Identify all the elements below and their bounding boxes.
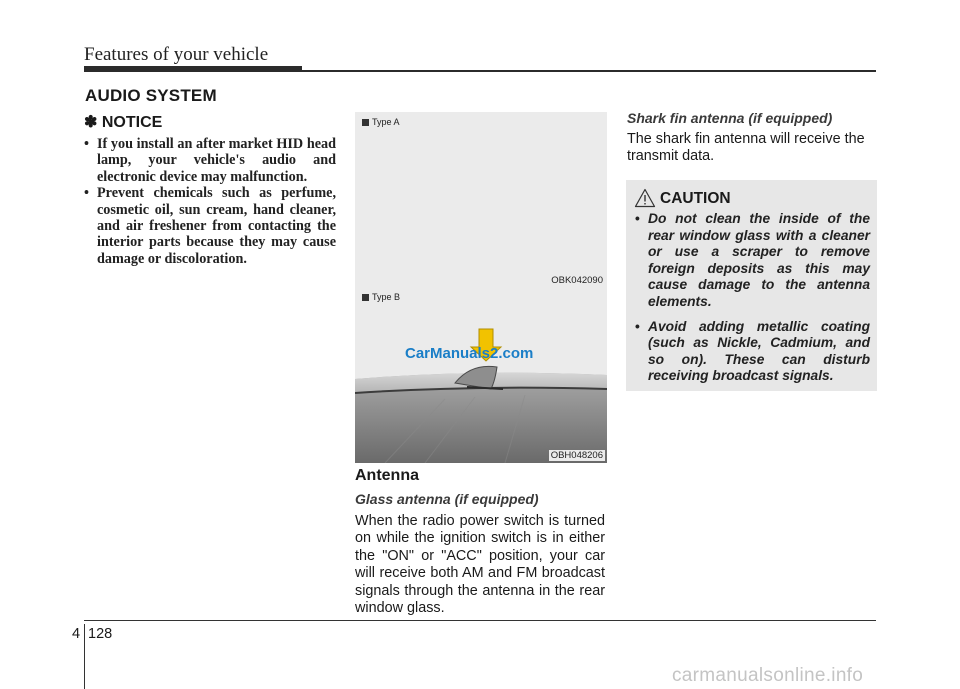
footer-divider (84, 624, 85, 689)
chapter-number: 4 (72, 626, 81, 642)
notice-symbol-icon: ✽ (84, 114, 98, 131)
notice-item: • Prevent chemicals such as perfume, cosmetic oil, sun cream, hand cleaner, and air freshener from contacting the interior parts because they may cause damage or discoloration. (84, 185, 336, 267)
caution-box (626, 180, 877, 391)
header-bar (84, 66, 302, 72)
glass-antenna-heading: Glass antenna (if equipped) (355, 491, 539, 507)
square-bullet-icon (362, 119, 369, 126)
figure-type-a-label-text: Type A (372, 117, 400, 127)
square-bullet-icon (362, 294, 369, 301)
car-roof-image (355, 287, 607, 463)
figure-type-b-label (362, 292, 400, 302)
notice-item: • If you install an after market HID head lamp, your vehicle's audio and electronic device may malfunction. (84, 136, 336, 185)
figure-type-b (355, 287, 607, 463)
antenna-heading: Antenna (355, 467, 419, 484)
shark-fin-antenna-heading: Shark fin antenna (if equipped) (627, 110, 833, 126)
caution-heading: CAUTION (660, 190, 731, 207)
page-header-title: Features of your vehicle (84, 44, 269, 65)
caution-item: • Do not clean the inside of the rear window glass with a cleaner or use a scraper to remove foreign deposits as this may cause damage to the antenna elements. (635, 211, 870, 311)
watermark-text: CarManuals2.com (405, 345, 534, 362)
page-number: 128 (88, 626, 113, 642)
shark-fin-antenna-text: The shark fin antenna will receive the transmit data. (627, 131, 865, 164)
warning-triangle-icon (634, 188, 656, 208)
notice-list (84, 136, 336, 267)
caution-item: • Avoid adding metallic coating (such as Nickle, Cadmium, and so on). These can disturb receiving broadcast signals. (635, 319, 870, 385)
figure-type-a-label (362, 117, 400, 127)
figure-type-a (355, 112, 607, 287)
footer-rule (84, 620, 876, 621)
section-title: AUDIO SYSTEM (85, 86, 217, 105)
figure-type-b-label-text: Type B (372, 292, 401, 302)
figure-type-a-code: OBK042090 (551, 275, 603, 286)
notice-heading (84, 112, 162, 132)
glass-antenna-text: When the radio power switch is turned on while the ignition switch is in either the "ON" or "ACC" position, your car will receive both AM and FM broadcast signals through the antenna in the rear window glass. (355, 513, 605, 617)
site-watermark: carmanualsonline.info (672, 665, 864, 686)
notice-heading-text: NOTICE (101, 114, 163, 131)
caution-list (635, 211, 870, 393)
figure-type-b-code: OBH048206 (550, 450, 603, 461)
